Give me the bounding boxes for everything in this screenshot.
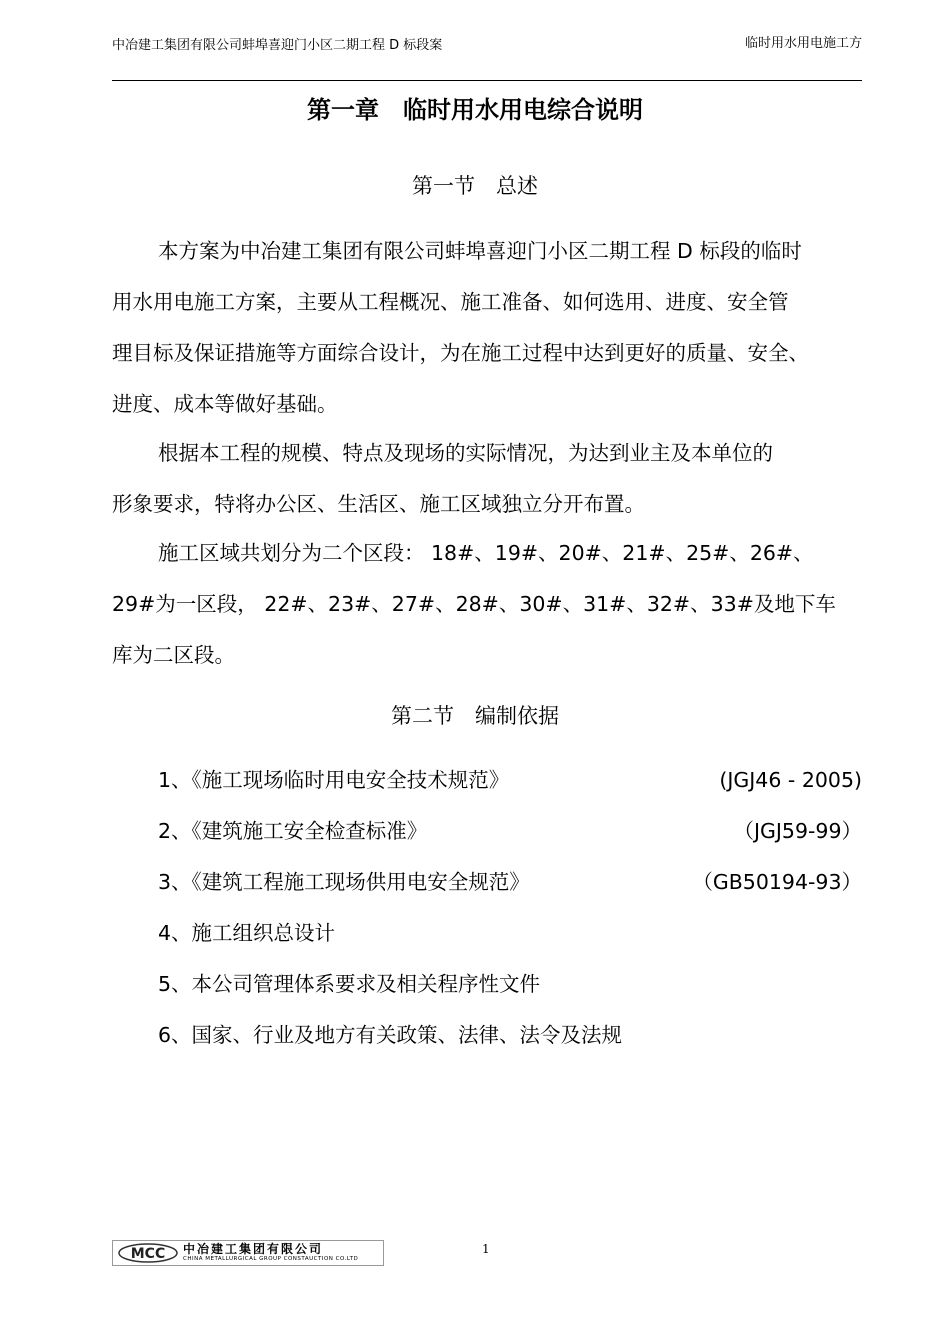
reference-code: (JGJ46 - 2005) [719, 768, 862, 792]
reference-title: 5、本公司管理体系要求及相关程序性文件 [158, 972, 541, 996]
section-title-overview: 第一节 总述 [412, 174, 538, 198]
paragraph-line: 进度、成本等做好基础。 [112, 392, 338, 416]
reference-title: 1、《施工现场临时用电安全技术规范》 [158, 768, 510, 792]
paragraph-2 [112, 428, 872, 530]
reference-list [112, 755, 862, 1061]
reference-item [112, 908, 862, 959]
reference-code: （GB50194-93） [692, 870, 862, 894]
section-title-basis: 第二节 编制依据 [391, 704, 559, 728]
company-logo [112, 1240, 384, 1266]
reference-item [112, 806, 862, 857]
paragraph-line: 施工区域共划分为二个区段： 18#、19#、20#、21#、25#、26#、 [158, 541, 814, 565]
paragraph-line: 库为二区段。 [112, 643, 235, 667]
paragraph-1 [112, 226, 872, 430]
reference-title: 3、《建筑工程施工现场供用电安全规范》 [158, 870, 530, 894]
header-right-text: 临时用水用电施工方 [744, 36, 862, 51]
reference-code: （JGJ59-99） [733, 819, 862, 843]
paragraph-line: 理目标及保证措施等方面综合设计，为在施工过程中达到更好的质量、安全、 [112, 341, 809, 365]
paragraph-line: 29#为一区段， 22#、23#、27#、28#、30#、31#、32#、33#及地下车 [112, 592, 836, 616]
page-header [112, 34, 862, 81]
header-left-text: 中冶建工集团有限公司蚌埠喜迎门小区二期工程 D 标段案 [112, 38, 443, 53]
reference-title: 2、《建筑施工安全检查标准》 [158, 819, 428, 843]
paragraph-line: 形象要求，特将办公区、生活区、施工区域独立分开布置。 [112, 492, 645, 516]
reference-item [112, 959, 862, 1010]
reference-item [112, 1010, 862, 1061]
mcc-logo-icon [117, 1242, 179, 1264]
logo-company-name-en: CHINA METALLURGICAL GROUP CONSTAUCTION CO.LTD [183, 1256, 359, 1262]
paragraph-line: 用水用电施工方案，主要从工程概况、施工准备、如何选用、进度、安全管 [112, 290, 789, 314]
paragraph-line: 根据本工程的规模、特点及现场的实际情况，为达到业主及本单位的 [158, 441, 773, 465]
reference-title: 6、国家、行业及地方有关政策、法律、法令及法规 [158, 1023, 623, 1047]
paragraph-3 [112, 528, 872, 681]
page-footer [112, 1240, 862, 1270]
reference-title: 4、施工组织总设计 [158, 921, 336, 945]
page-number: 1 [482, 1242, 490, 1256]
paragraph-line: 本方案为中冶建工集团有限公司蚌埠喜迎门小区二期工程 D 标段的临时 [158, 239, 802, 263]
logo-company-name-cn: 中冶建工集团有限公司 [183, 1242, 324, 1256]
reference-item [112, 857, 862, 908]
logo-mark-text: MCC [130, 1246, 166, 1262]
reference-item [112, 755, 862, 806]
chapter-title: 第一章 临时用水用电综合说明 [307, 96, 643, 124]
